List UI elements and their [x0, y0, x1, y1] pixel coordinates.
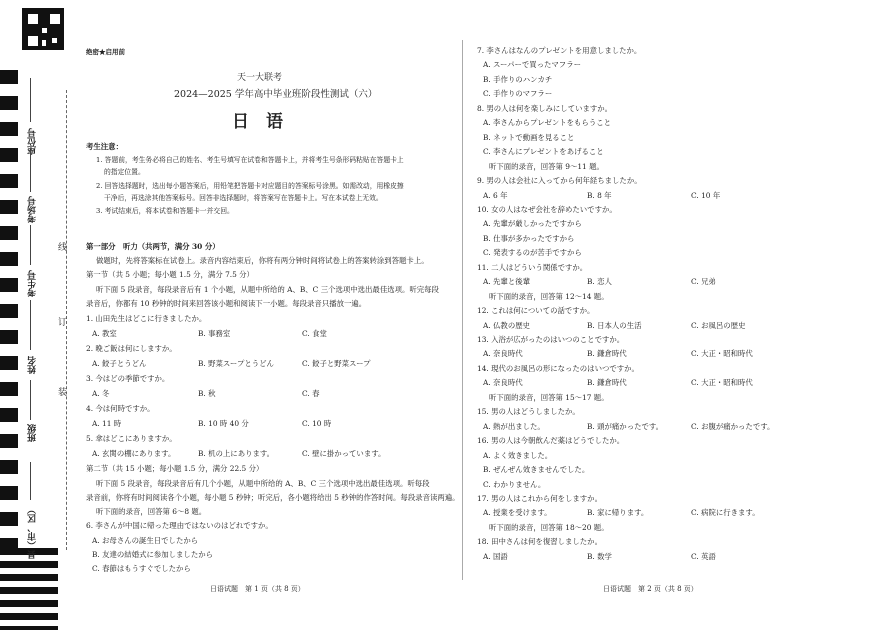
- option-a: A. 先輩と後輩: [483, 277, 530, 287]
- option-a: A. 奈良時代: [483, 378, 523, 388]
- room-label: 考场号: [28, 196, 38, 223]
- option-a: A. 奈良時代: [483, 349, 523, 359]
- question: 7. 李さんはなんのプレゼントを用意しましたか。: [477, 46, 642, 55]
- note-line: 1. 答题前，考生务必将自己的姓名、考生号填写在试卷和答题卡上，并将考生号条形码粘贴在答题卡上: [96, 156, 404, 164]
- question: 14. 現代のお風呂の形になったのはいつですか。: [477, 363, 639, 373]
- q2-option-c: C. 餃子と野菜スープ: [302, 359, 371, 368]
- section1-desc: 听下面 5 段录音，每段录音后有 1 个小题，从题中所给的 A、B、C 三个选项中选出最佳选项。听完每段: [96, 285, 439, 294]
- option: B. 手作りのハンカチ: [483, 74, 553, 84]
- option-c: C. お風呂の歴史: [691, 320, 746, 330]
- audio-instruction: 听下面的录音，回答第 6～8 题。: [96, 507, 207, 516]
- subject-title: 日 语: [232, 112, 283, 132]
- option: C. 手作りのマフラー: [483, 89, 553, 99]
- question: 12. これは何についての話ですか。: [477, 306, 595, 316]
- question: 16. 男の人は今朝飲んだ薬はどうでしたか。: [477, 436, 625, 446]
- option-b: B. 鎌倉時代: [587, 349, 627, 359]
- audio-instruction: 听下面的录音，回答第 9～11 题。: [489, 161, 604, 171]
- option-c: C. 病院に行きます。: [691, 508, 760, 518]
- q4-option-c: C. 10 時: [302, 419, 332, 428]
- option: C. 発表するのが苦手ですから: [483, 248, 582, 258]
- option-c: C. 大正・昭和時代: [691, 378, 753, 388]
- county-label: 县（市、区）: [28, 505, 38, 559]
- qr-code-icon: [22, 8, 64, 50]
- option-c: C. 大正・昭和時代: [691, 349, 753, 359]
- option: C. わかりません。: [483, 479, 546, 489]
- option-c: C. 兄弟: [691, 277, 716, 287]
- page-footer: 日语试题 第 1 页（共 8 页）: [210, 585, 305, 593]
- option: B. ぜんぜん效きませんでした。: [483, 465, 590, 475]
- option: A. よく效きました。: [483, 450, 553, 460]
- part1-heading: 第一部分 听力（共两节，满分 30 分）: [86, 242, 220, 251]
- note-line: 3. 考试结束后，将本试卷和答题卡一并交回。: [96, 207, 234, 215]
- option: B. 仕事が多かったですから: [483, 233, 575, 243]
- binding-strip: [0, 0, 70, 630]
- q3-option-b: B. 秋: [198, 389, 216, 398]
- question-1: 1. 山田先生はどこに行きましたか。: [86, 314, 207, 323]
- barcode-stripe-bottom: [0, 548, 58, 630]
- seal-bind: 订: [58, 318, 68, 328]
- option-a: A. 仏教の歴史: [483, 320, 530, 330]
- q6-option-b: B. 友達の結婚式に参加しましたから: [92, 550, 213, 559]
- question-5: 5. 傘はどこにありますか。: [86, 434, 177, 443]
- section1-heading: 第一节（共 5 小题；每小题 1.5 分，满分 7.5 分）: [86, 270, 254, 279]
- seal-line: 线: [58, 243, 68, 253]
- question: 13. 入浴が広がったのはいつのことですか。: [477, 335, 625, 344]
- q6-option-a: A. お母さんの誕生日でしたから: [92, 536, 199, 545]
- question-2: 2. 晩ご飯は何にしますか。: [86, 344, 177, 353]
- class-label: 班级: [28, 424, 38, 442]
- note-line: 干净后，再选涂其他答案标号。回答非选择题时，将答案写在答题卡上。写在本试卷上无效。: [104, 194, 383, 202]
- q1-option-a: A. 教室: [92, 329, 117, 338]
- option-a: A. 6 年: [483, 190, 508, 200]
- option-b: B. 日本人の生活: [587, 320, 642, 330]
- option: C. 李さんにプレゼントをあげること: [483, 147, 604, 157]
- room-field: [30, 150, 31, 192]
- question-3: 3. 今はどの季節ですか。: [86, 374, 170, 383]
- q1-option-c: C. 食堂: [302, 329, 327, 338]
- county-field: [30, 462, 31, 500]
- q5-option-b: B. 机の上にあります。: [198, 449, 275, 458]
- q5-option-a: A. 玄関の棚にあります。: [92, 449, 176, 458]
- exam-name: 天一大联考: [237, 73, 283, 83]
- option-c: C. お腹が痛かったです。: [691, 421, 775, 431]
- audio-instruction: 听下面的录音，回答第 12～14 题。: [489, 291, 609, 301]
- q3-option-c: C. 春: [302, 389, 320, 398]
- q2-option-b: B. 野菜スープとうどん: [198, 359, 274, 368]
- option-b: B. 恋人: [587, 277, 612, 287]
- option-b: B. 鎌倉時代: [587, 378, 627, 388]
- option-c: C. 10 年: [691, 190, 721, 200]
- notes-title: 考生注意：: [86, 142, 123, 151]
- option-b: B. 数学: [587, 551, 612, 561]
- part1-desc: 做题时，先将答案标在试卷上。录音内容结束后，你将有两分钟时间将试卷上的答案转涂到答题卡上。: [96, 256, 429, 265]
- q2-option-a: A. 餃子とうどん: [92, 359, 147, 368]
- name-field: [30, 300, 31, 350]
- option: A. スーパーで買ったマフラー: [483, 60, 581, 70]
- note-line: 2. 回答选择题时，选出每小题答案后，用铅笔把答题卡对应题目的答案标号涂黑。如需改动，用橡皮擦: [96, 182, 404, 190]
- option: B. ネットで動画を見ること: [483, 132, 575, 142]
- option-b: B. 家に帰ります。: [587, 508, 649, 518]
- q6-option-c: C. 春節はもうすぐでしたから: [92, 564, 191, 573]
- section2-heading: 第二节（共 15 小题；每小题 1.5 分，满分 22.5 分）: [86, 464, 264, 473]
- option: A. 李さんからプレゼントをもらうこと: [483, 118, 611, 128]
- option-b: B. 頭が痛かったです。: [587, 421, 664, 431]
- exam-title: 2024—2025 学年高中毕业班阶段性测试（六）: [174, 89, 378, 100]
- seat-field: [30, 78, 31, 122]
- question: 9. 男の人は会社に入ってから何年経ちましたか。: [477, 176, 642, 186]
- question: 17. 男の人はこれから何をしますか。: [477, 493, 602, 503]
- name-label: 姓名: [28, 356, 38, 374]
- seal-pack: 装: [58, 388, 68, 398]
- question-4: 4. 今は何時ですか。: [86, 404, 155, 413]
- option-a: A. 国語: [483, 551, 508, 561]
- audio-instruction: 听下面的录音，回答第 18～20 题。: [489, 522, 609, 532]
- question: 8. 男の人は何を楽しみにしていますか。: [477, 103, 613, 113]
- section2-desc: 听下面 5 段录音，每段录音后有几个小题，从题中所给的 A、B、C 三个选项中选出最佳选项。听每段: [96, 479, 430, 488]
- page-footer: 日语试题 第 2 页（共 8 页）: [603, 585, 698, 593]
- option-c: C. 英語: [691, 551, 716, 561]
- q4-option-a: A. 11 時: [92, 419, 122, 428]
- option-a: A. 授業を受けます。: [483, 508, 552, 518]
- option-b: B. 8 年: [587, 190, 612, 200]
- barcode-stripe: [0, 70, 18, 550]
- q5-option-c: C. 壁に掛かっています。: [302, 449, 386, 458]
- option-a: A. 熱が出ました。: [483, 421, 545, 431]
- option: A. 先輩が厳しかったですから: [483, 219, 582, 229]
- question: 10. 女の人はなぜ会社を辞めたいですか。: [477, 204, 617, 214]
- question: 18. 田中さんは何を復習しましたか。: [477, 537, 602, 547]
- note-line: 的指定位置。: [104, 168, 145, 176]
- q1-option-b: B. 事務室: [198, 329, 231, 338]
- q3-option-a: A. 冬: [92, 389, 110, 398]
- section1-desc: 录音后，你都有 10 秒钟的时间来回答该小题和阅读下一小题。每段录音只播放一遍。: [86, 299, 367, 308]
- candidate-label: 考生号: [28, 270, 38, 297]
- question: 11. 二人はどういう関係ですか。: [477, 262, 588, 272]
- class-field: [30, 380, 31, 420]
- audio-instruction: 听下面的录音，回答第 15～17 题。: [489, 392, 609, 402]
- section2-desc: 录音前，你将有时间阅读各个小题，每小题 5 秒钟；听完后，各小题将给出 5 秒钟的作答时间。每段录音读两遍。: [86, 493, 460, 502]
- question-6: 6. 李さんが中国に帰った理由ではないのはどれですか。: [86, 521, 273, 530]
- seat-label: 座位号: [28, 128, 38, 155]
- candidate-field: [30, 225, 31, 265]
- page-divider: [462, 40, 463, 580]
- question: 15. 男の人はどうしましたか。: [477, 407, 580, 417]
- q4-option-b: B. 10 時 40 分: [198, 419, 249, 428]
- secret-mark: 绝密★启用前: [86, 48, 125, 56]
